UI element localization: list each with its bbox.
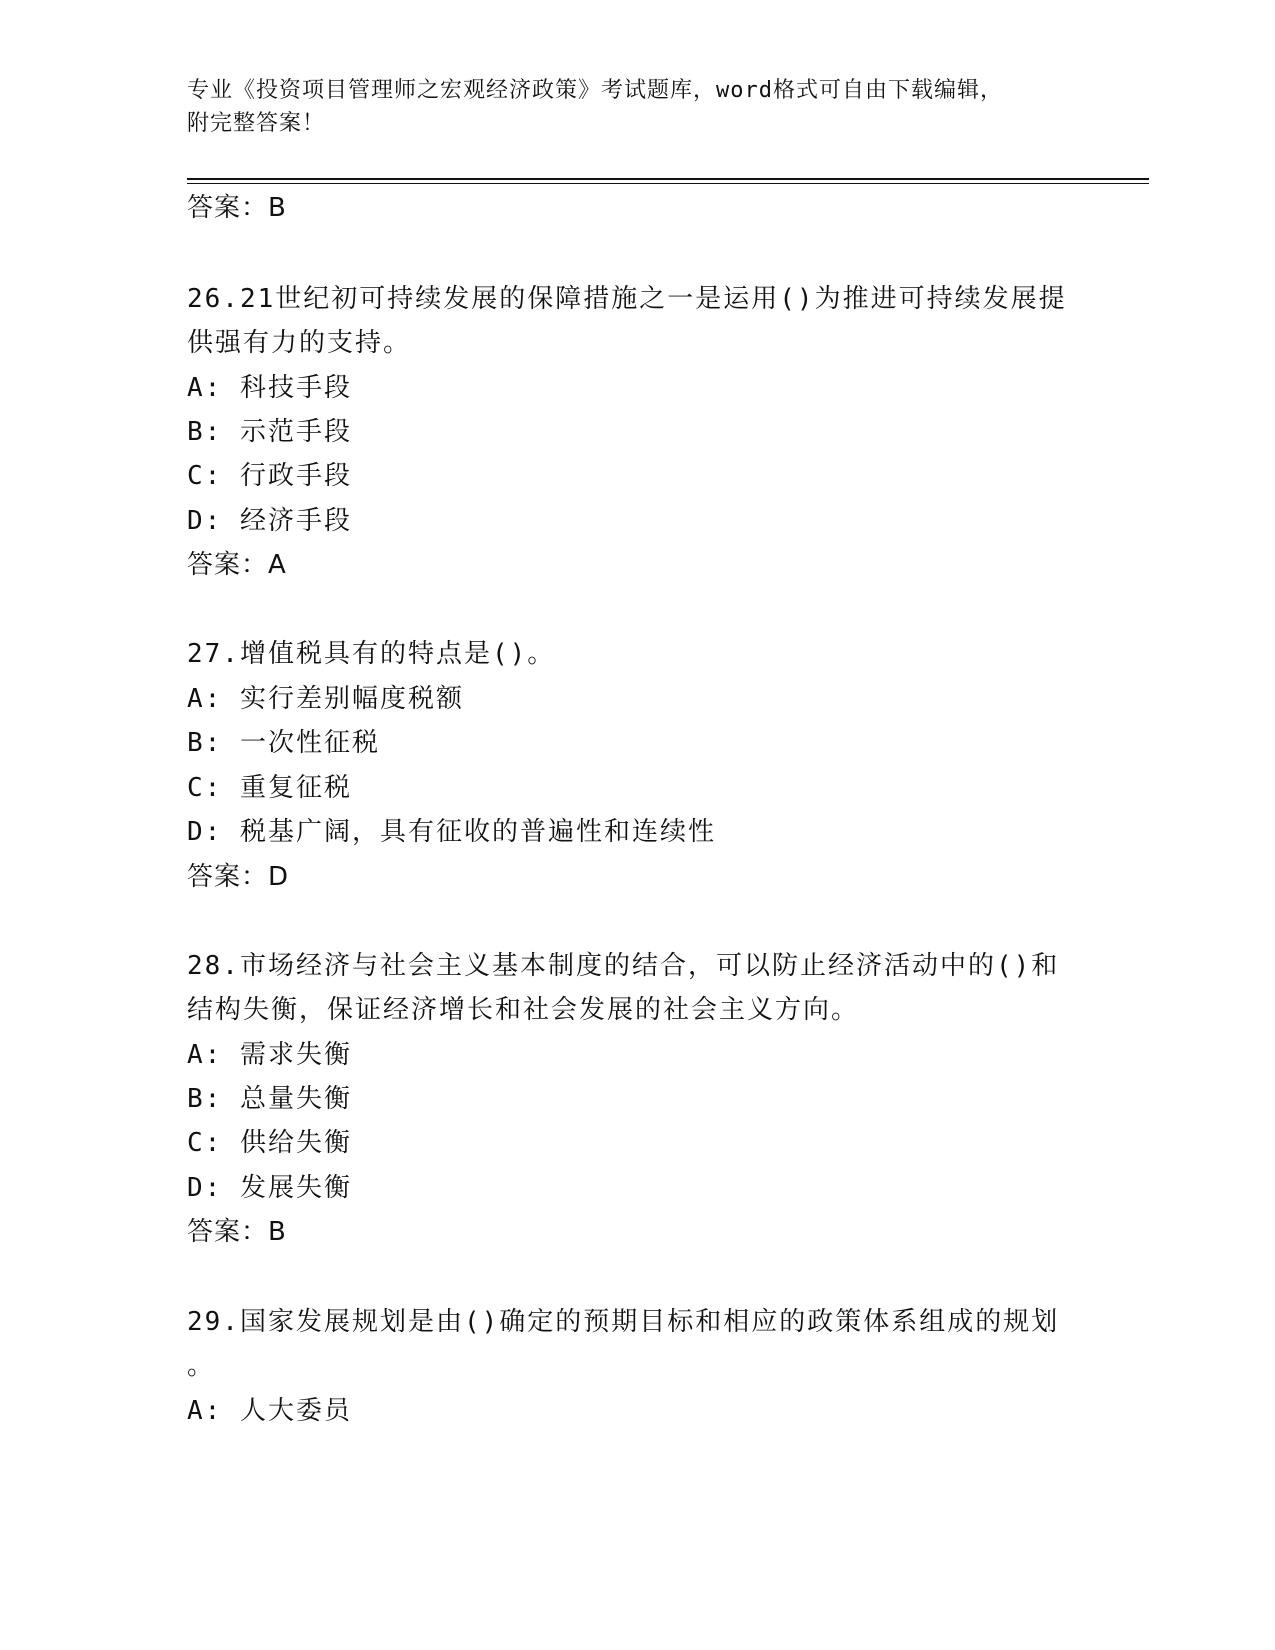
option-item: D: 发展失衡 <box>187 1173 352 1203</box>
question-text: 28.市场经济与社会主义基本制度的结合，可以防止经济活动中的()和 <box>187 951 1060 981</box>
question-text: 。 <box>187 1351 216 1381</box>
question-text: 27.增值税具有的特点是()。 <box>187 639 556 669</box>
question-text: 供强有力的支持。 <box>187 328 412 358</box>
question-text: 29.国家发展规划是由()确定的预期目标和相应的政策体系组成的规划 <box>187 1307 1060 1337</box>
header-line-2: 附完整答案！ <box>187 111 326 136</box>
option-item: A: 科技手段 <box>187 373 352 403</box>
option-item: B: 一次性征税 <box>187 728 380 758</box>
option-item: A: 需求失衡 <box>187 1040 352 1070</box>
option-item: C: 行政手段 <box>187 461 352 491</box>
option-item: B: 总量失衡 <box>187 1084 352 1114</box>
option-item: C: 重复征税 <box>187 773 352 803</box>
option-item: A: 实行差别幅度税额 <box>187 684 464 714</box>
question-text: 结构失衡，保证经济增长和社会发展的社会主义方向。 <box>187 995 860 1025</box>
header-divider-thin <box>187 183 1149 184</box>
question-text: 26.21世纪初可持续发展的保障措施之一是运用()为推进可持续发展提 <box>187 284 1067 314</box>
option-item: B: 示范手段 <box>187 417 352 447</box>
option-item: D: 税基广阔，具有征收的普遍性和连续性 <box>187 817 716 847</box>
option-item: A: 人大委员 <box>187 1396 352 1426</box>
answer-line: 答案：B <box>187 1217 287 1247</box>
header-line-1: 专业《投资项目管理师之宏观经济政策》考试题库，word格式可自由下载编辑， <box>187 78 1003 103</box>
answer-line: 答案：D <box>187 862 290 892</box>
answer-line: 答案：B <box>187 193 287 223</box>
document-header <box>187 74 1067 140</box>
option-item: C: 供给失衡 <box>187 1128 352 1158</box>
header-divider-thick <box>187 178 1149 180</box>
option-item: D: 经济手段 <box>187 506 352 536</box>
answer-line: 答案：A <box>187 550 287 580</box>
